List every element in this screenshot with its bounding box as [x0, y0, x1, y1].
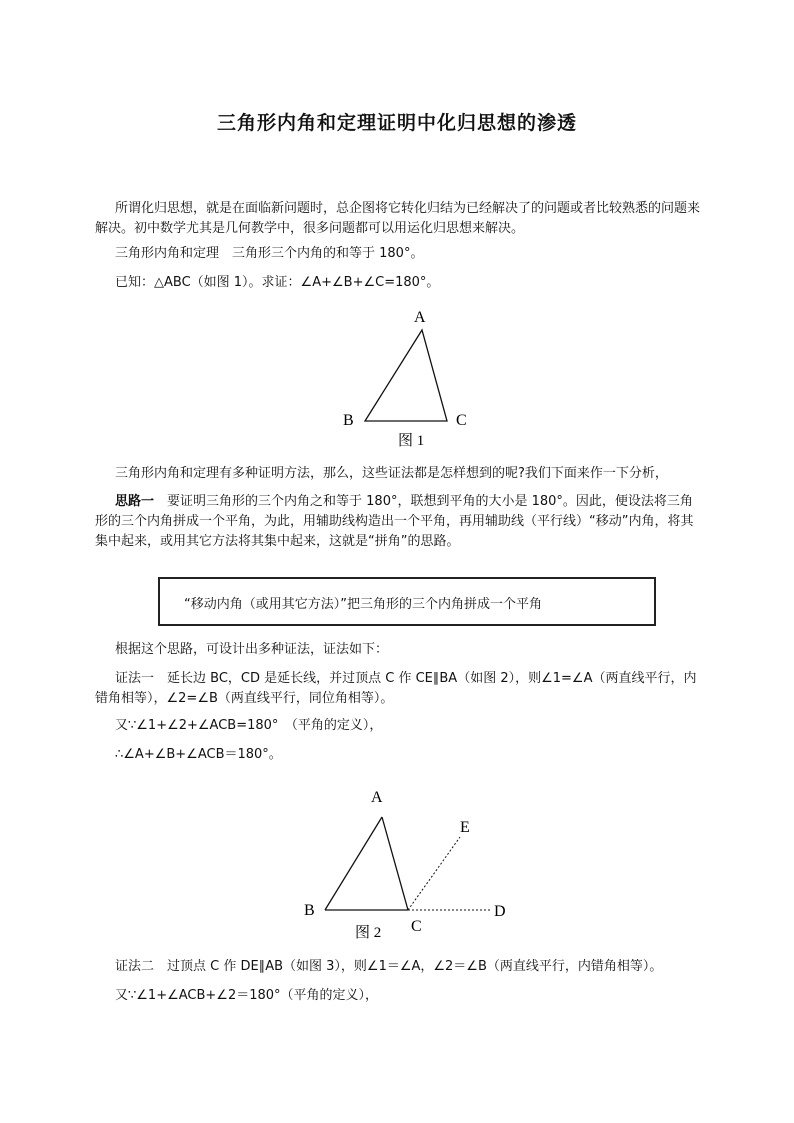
side-ac — [382, 817, 408, 910]
proof-two-because: 又∵∠1+∠ACB+∠2＝180°（平角的定义）， — [115, 988, 379, 1003]
vertex-c-label: C — [411, 918, 422, 935]
figure-2-drawing — [295, 783, 515, 943]
parallel-ce — [408, 837, 460, 910]
figure-1-caption: 图 1 — [398, 433, 425, 449]
figure-2 — [295, 783, 515, 943]
figure-1-drawing — [330, 300, 480, 450]
theorem-statement: 三角形内角和定理 三角形三个内角的和等于 180°。 — [115, 246, 424, 261]
point-d-label: D — [494, 903, 506, 920]
proof-two-paragraph: 证法二 过顶点 C 作 DE∥AB（如图 3），则∠1＝∠A，∠2＝∠B（两直线平行，内错角相等）。 — [115, 959, 663, 974]
figure-1 — [330, 300, 480, 450]
vertex-b-label: B — [343, 412, 354, 429]
side-ab — [325, 817, 382, 910]
design-paragraph: 根据这个思路，可设计出多种证法，证法如下： — [115, 642, 389, 657]
vertex-c-label: C — [456, 412, 467, 429]
idea-one-paragraph — [95, 492, 701, 552]
proof-one-because: 又∵∠1+∠2+∠ACB=180° （平角的定义）， — [115, 718, 383, 733]
given-statement: 已知：△ABC（如图 1）。求证：∠A+∠B+∠C=180°。 — [115, 275, 440, 290]
point-e-label: E — [460, 819, 470, 836]
vertex-b-label: B — [304, 902, 315, 919]
page-title: 三角形内角和定理证明中化归思想的渗透 — [216, 112, 577, 134]
idea-one-label: 思路一 — [115, 494, 155, 509]
methods-paragraph: 三角形内角和定理有多种证明方法，那么，这些证法都是怎样想到的呢?我们下面来作一下分析， — [115, 466, 668, 481]
proof-one-therefore: ∴∠A+∠B+∠ACB＝180°。 — [115, 747, 282, 762]
figure-2-caption: 图 2 — [355, 925, 382, 941]
vertex-a-label: A — [371, 789, 383, 806]
key-idea-box — [158, 577, 656, 626]
intro-paragraph: 所谓化归思想，就是在面临新问题时，总企图将它转化归结为已经解决了的问题或者比较熟悉的问题来解决。初中数学尤其是几何教学中，很多问题都可以用运化归思想来解决。 — [95, 201, 701, 236]
proof-one-paragraph: 证法一 延长边 BC，CD 是延长线，并过顶点 C 作 CE∥BA（如图 2），则∠1=∠A（两直线平行，内错角相等），∠2=∠B（两直线平行，同位角相等）。 — [95, 671, 697, 706]
key-idea-text: “移动内角（或用其它方法）”把三角形的三个内角拼成一个平角 — [184, 597, 542, 612]
vertex-a-label: A — [414, 309, 426, 326]
idea-one-text: 要证明三角形的三个内角之和等于 180°，联想到平角的大小是 180°。因此，便设法将三角形的三个内角拼成一个平角，为此，用辅助线构造出一个平角，再用辅助线（平行线）“移动”内角，将其集中起来，或用其它方法将其集中起来，这就是“拼角”的思路。 — [95, 494, 694, 549]
triangle-abc — [365, 330, 447, 421]
